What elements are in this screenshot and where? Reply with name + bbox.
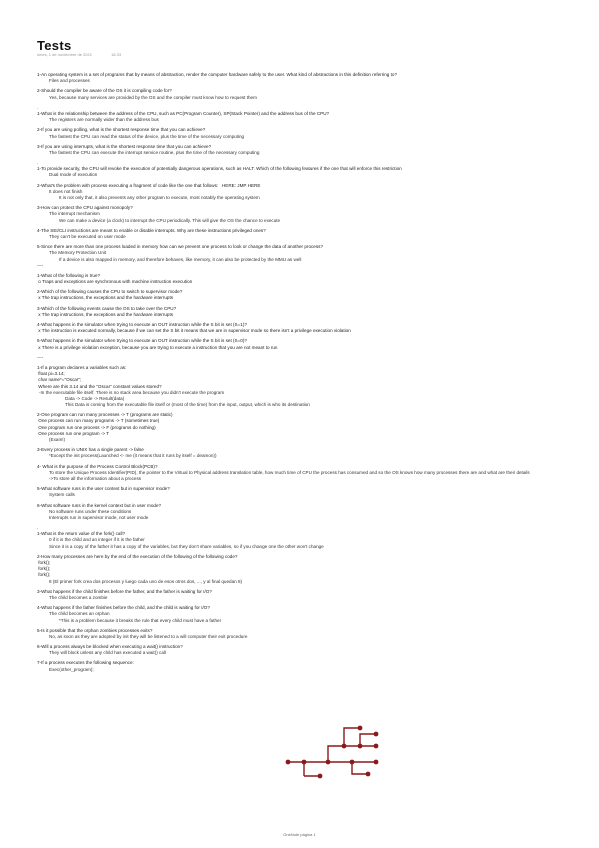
note-line: 4-The SEI/CLI instructions are meant to enable or disable interrupts. Why are these instructions privileged ones? [37, 227, 266, 233]
note-line: x There is a privilege violation exception, because you are trying to execute a instruction that you are not meant to run [37, 344, 278, 350]
note-line: *Except the init process(Launched <- me (it means that it runs by itself = deamon)) [49, 453, 217, 459]
page-date: lunes, 1 de noviembre de 2021 [37, 52, 92, 57]
note-line: No software runs under these conditions [49, 508, 132, 514]
note-line: They will block unless any child has executed a wait() call [49, 650, 166, 656]
note-line: 1-What is the return value of the fork() call? [37, 531, 126, 537]
note-line: This Data is coming from the executable file itself or (most of the time) from the input, output, which is who its destination [65, 402, 310, 408]
note-line: To store the Unique Process Identifier(PID), the pointer to the Virtual to Physical address translation table, how much time of CPU the process has consumed and so the OS knows how many processes there are and what are their details [49, 469, 530, 475]
note-line: It is not only that, it also prevents any other program to execute, most notably the operating system [59, 195, 260, 200]
note-line: 3-Every process in UNIX has a single parent -> false [37, 447, 144, 453]
tree-node [326, 760, 331, 765]
note-line: The fastest the CPU can execute the interrupt service routine, plus the time of the necessary computing [49, 149, 260, 155]
note-line: . [37, 104, 39, 110]
note-line: ---- [37, 262, 44, 268]
note-line: fork(); [37, 572, 51, 578]
note-line: ---- [37, 354, 44, 360]
page-footer: OneNote página 1 [283, 832, 316, 837]
tree-node [350, 760, 355, 765]
note-line: Data -> Code -> Result(data) [65, 395, 125, 401]
note-line: o Traps and exceptions are synchronous with machine instruction execution [37, 279, 193, 285]
page-title: Tests [37, 38, 72, 53]
note-line: 1-What is the relationship between the address of the CPU, such as PC(Program Counter), SP(Stack Pointer) and the address bus of the CPU? [37, 110, 330, 116]
note-line: Yes, because many services are provided by the OS and the compiler must know how to request them [49, 94, 257, 100]
note-line: 1-An operating system is a set of programs that by means of abstraction, render the computer hardware safely to the user. What kind of abstractions in this definition referring to? [37, 72, 398, 77]
note-line: . [37, 525, 39, 531]
tree-branch-5 [352, 762, 368, 774]
note-line: x The trap instructions, the exceptions and the hardware interrupts [37, 311, 174, 317]
note-line: The fastest the CPU can read the status of the device, plus the time of the necessary computing [49, 133, 245, 139]
tree-node [342, 744, 347, 749]
tree-node [286, 760, 291, 765]
page-time: 18:33 [111, 52, 122, 57]
note-line: One program run one process -> F (programs do nothing) [37, 424, 156, 430]
note-line: The interrupt mechanism [49, 211, 100, 217]
tree-branch-4 [360, 734, 376, 746]
note-line: If a device is also mapped in memory, and therefore behaves, like memory, it can also be protected by the MMU as well [59, 256, 302, 262]
note-line: -In the executable file itself. There is no stack area because you didn't execute the program [39, 389, 225, 395]
note-line: Interrupts run in supervisor mode, not user mode [49, 514, 149, 520]
note-line: One process can run many programs -> T (sometimes true) [37, 418, 160, 424]
note-line: 8 (El primer fork crea dos procesos y luego cada uno de esos otros dos, ..., y al final quedan 8) [49, 578, 243, 584]
tree-node [366, 772, 371, 777]
note-line: 5-Since there are more than one process loaded in memory how can we prevent one process to look or change the data of another process? [37, 244, 324, 250]
note-line: Where are this 3.14 and the "Oscar" constant values stored? [37, 383, 162, 389]
note-line: float pi=3.14; [37, 371, 65, 377]
note-line: Since it is a copy of the father it has a copy of the variables, but they don't share variables, so if you change one the other won't change [49, 543, 324, 549]
note-line: 6-Will a process always be blocked when executing a wait() instruction? [37, 644, 183, 650]
note-line: We can make a device (a clock) to interrupt the CPU periodically. This will give the OS the chance to execute [59, 217, 281, 223]
page-meta [37, 52, 139, 57]
note-line: 1-If a program declares a variables such as: [37, 364, 127, 370]
tree-node [302, 760, 307, 765]
notes-body [37, 72, 597, 673]
note-line: 4-What happens in the simulator when trying to execute an OUT instruction while the S bit is set (S=1)? [37, 322, 247, 327]
note-line: 2-How many processes are here by the end of the execution of the following of the following code? [37, 553, 238, 559]
note-line: 4-What happens if the father finishes before the child, and the child is waiting for I/O? [37, 605, 210, 611]
note-line: *This is a problem because it breaks the rule that every child must have a father [59, 617, 222, 623]
note-line: 5-What happens in the simulator when trying to execute an OUT instruction while the S bit is set (S=0)? [37, 338, 247, 344]
tree-node [374, 732, 379, 737]
note-line: 0 if it is the child and an integer if it is the father [49, 537, 145, 543]
note-line: x The instruction is executed normally, because if we can set the S bit it means that we are in supervisor mode so there isn't a privilege execution violation [37, 328, 351, 334]
note-line: Files and processes [49, 78, 90, 84]
note-line: They can't be executed on user mode [49, 233, 126, 239]
note-line: fork(); [37, 560, 51, 565]
note-line: 1-What of the following is true? [37, 272, 101, 278]
tree-node [374, 744, 379, 749]
note-line: 2-One program can run many processes -> T (programs are static) [37, 412, 173, 418]
note-line: 6-What software runs in the kernel context but in user mode? [37, 502, 162, 508]
fork-tree-drawing [284, 720, 380, 780]
note-line: 3-Which of the following events cause the OS to take over the CPU? [37, 305, 177, 311]
note-line: 2-Which of the following causes the CPU to switch to supervisor mode? [37, 289, 183, 295]
note-line: 4- What is the purpose of the Process Control Block(PCB)? [37, 463, 158, 469]
note-line: fork(); [37, 566, 51, 572]
note-line: 1-To provide security, the CPU will revoke the execution of potentially dangerous operations, such as HALT. Which of the following features if the one that will enforce this restriction [37, 166, 402, 172]
note-line: 2-What's the problem with process executing a fragment of code like the one that follows: HERE: JMP HERE [37, 182, 261, 188]
note-line: 7-If a process executes the following sequence: [37, 660, 134, 666]
note-line: System calls [49, 492, 75, 498]
note-line: 5-Is it possible that the orphan zombies processes exits? [37, 627, 153, 633]
note-line: 3-What happens if the child finishes before the father, and the father is waiting for I/O? [37, 588, 212, 594]
tree-node [358, 726, 363, 731]
note-line: ->To store all the information about a process [49, 475, 142, 481]
note-line: 3-How can protect the CPU against monopoly? [37, 205, 133, 211]
note-line: 5-What software runs in the user context but in supervisor mode? [37, 486, 170, 492]
note-line: The child becomes an orphan [49, 611, 110, 617]
tree-node [358, 744, 363, 749]
note-line: No, as soon as they are adopted by init they will be listened to a will computer their exit procedure [49, 633, 248, 639]
note-line: Exec(other_program); [49, 666, 94, 672]
note-line: The Memory Protection Unit [49, 250, 107, 256]
note-line: The child becomes a zombie [49, 594, 108, 600]
note-line: (Exam!) [49, 437, 66, 442]
tree-branch-3 [344, 728, 360, 746]
note-line: x The trap instructions, the exceptions and the hardware interrupts [37, 295, 174, 301]
tree-node [374, 760, 379, 765]
tree-node [318, 774, 323, 779]
note-line: . [37, 160, 39, 166]
note-line: One process run one program -> T [37, 430, 110, 436]
tree-branch-1 [304, 762, 320, 776]
note-line: Dual mode of execution [49, 172, 98, 178]
tree-branch-2 [328, 746, 376, 762]
note-line: It does not finish [49, 188, 83, 194]
note-line: char name*="Oscar"; [37, 377, 82, 383]
note-line: 3-If you are using interrupts, what is the shortest response time that you can achieve? [37, 143, 212, 149]
note-line: 2-If you are using polling, what is the shortest response time that you can achieve? [37, 127, 206, 133]
note-line: 2-Should the compiler be aware of the OS it is compiling code for? [37, 88, 172, 94]
note-line: The registers are normally wider than the address bus [49, 117, 159, 123]
